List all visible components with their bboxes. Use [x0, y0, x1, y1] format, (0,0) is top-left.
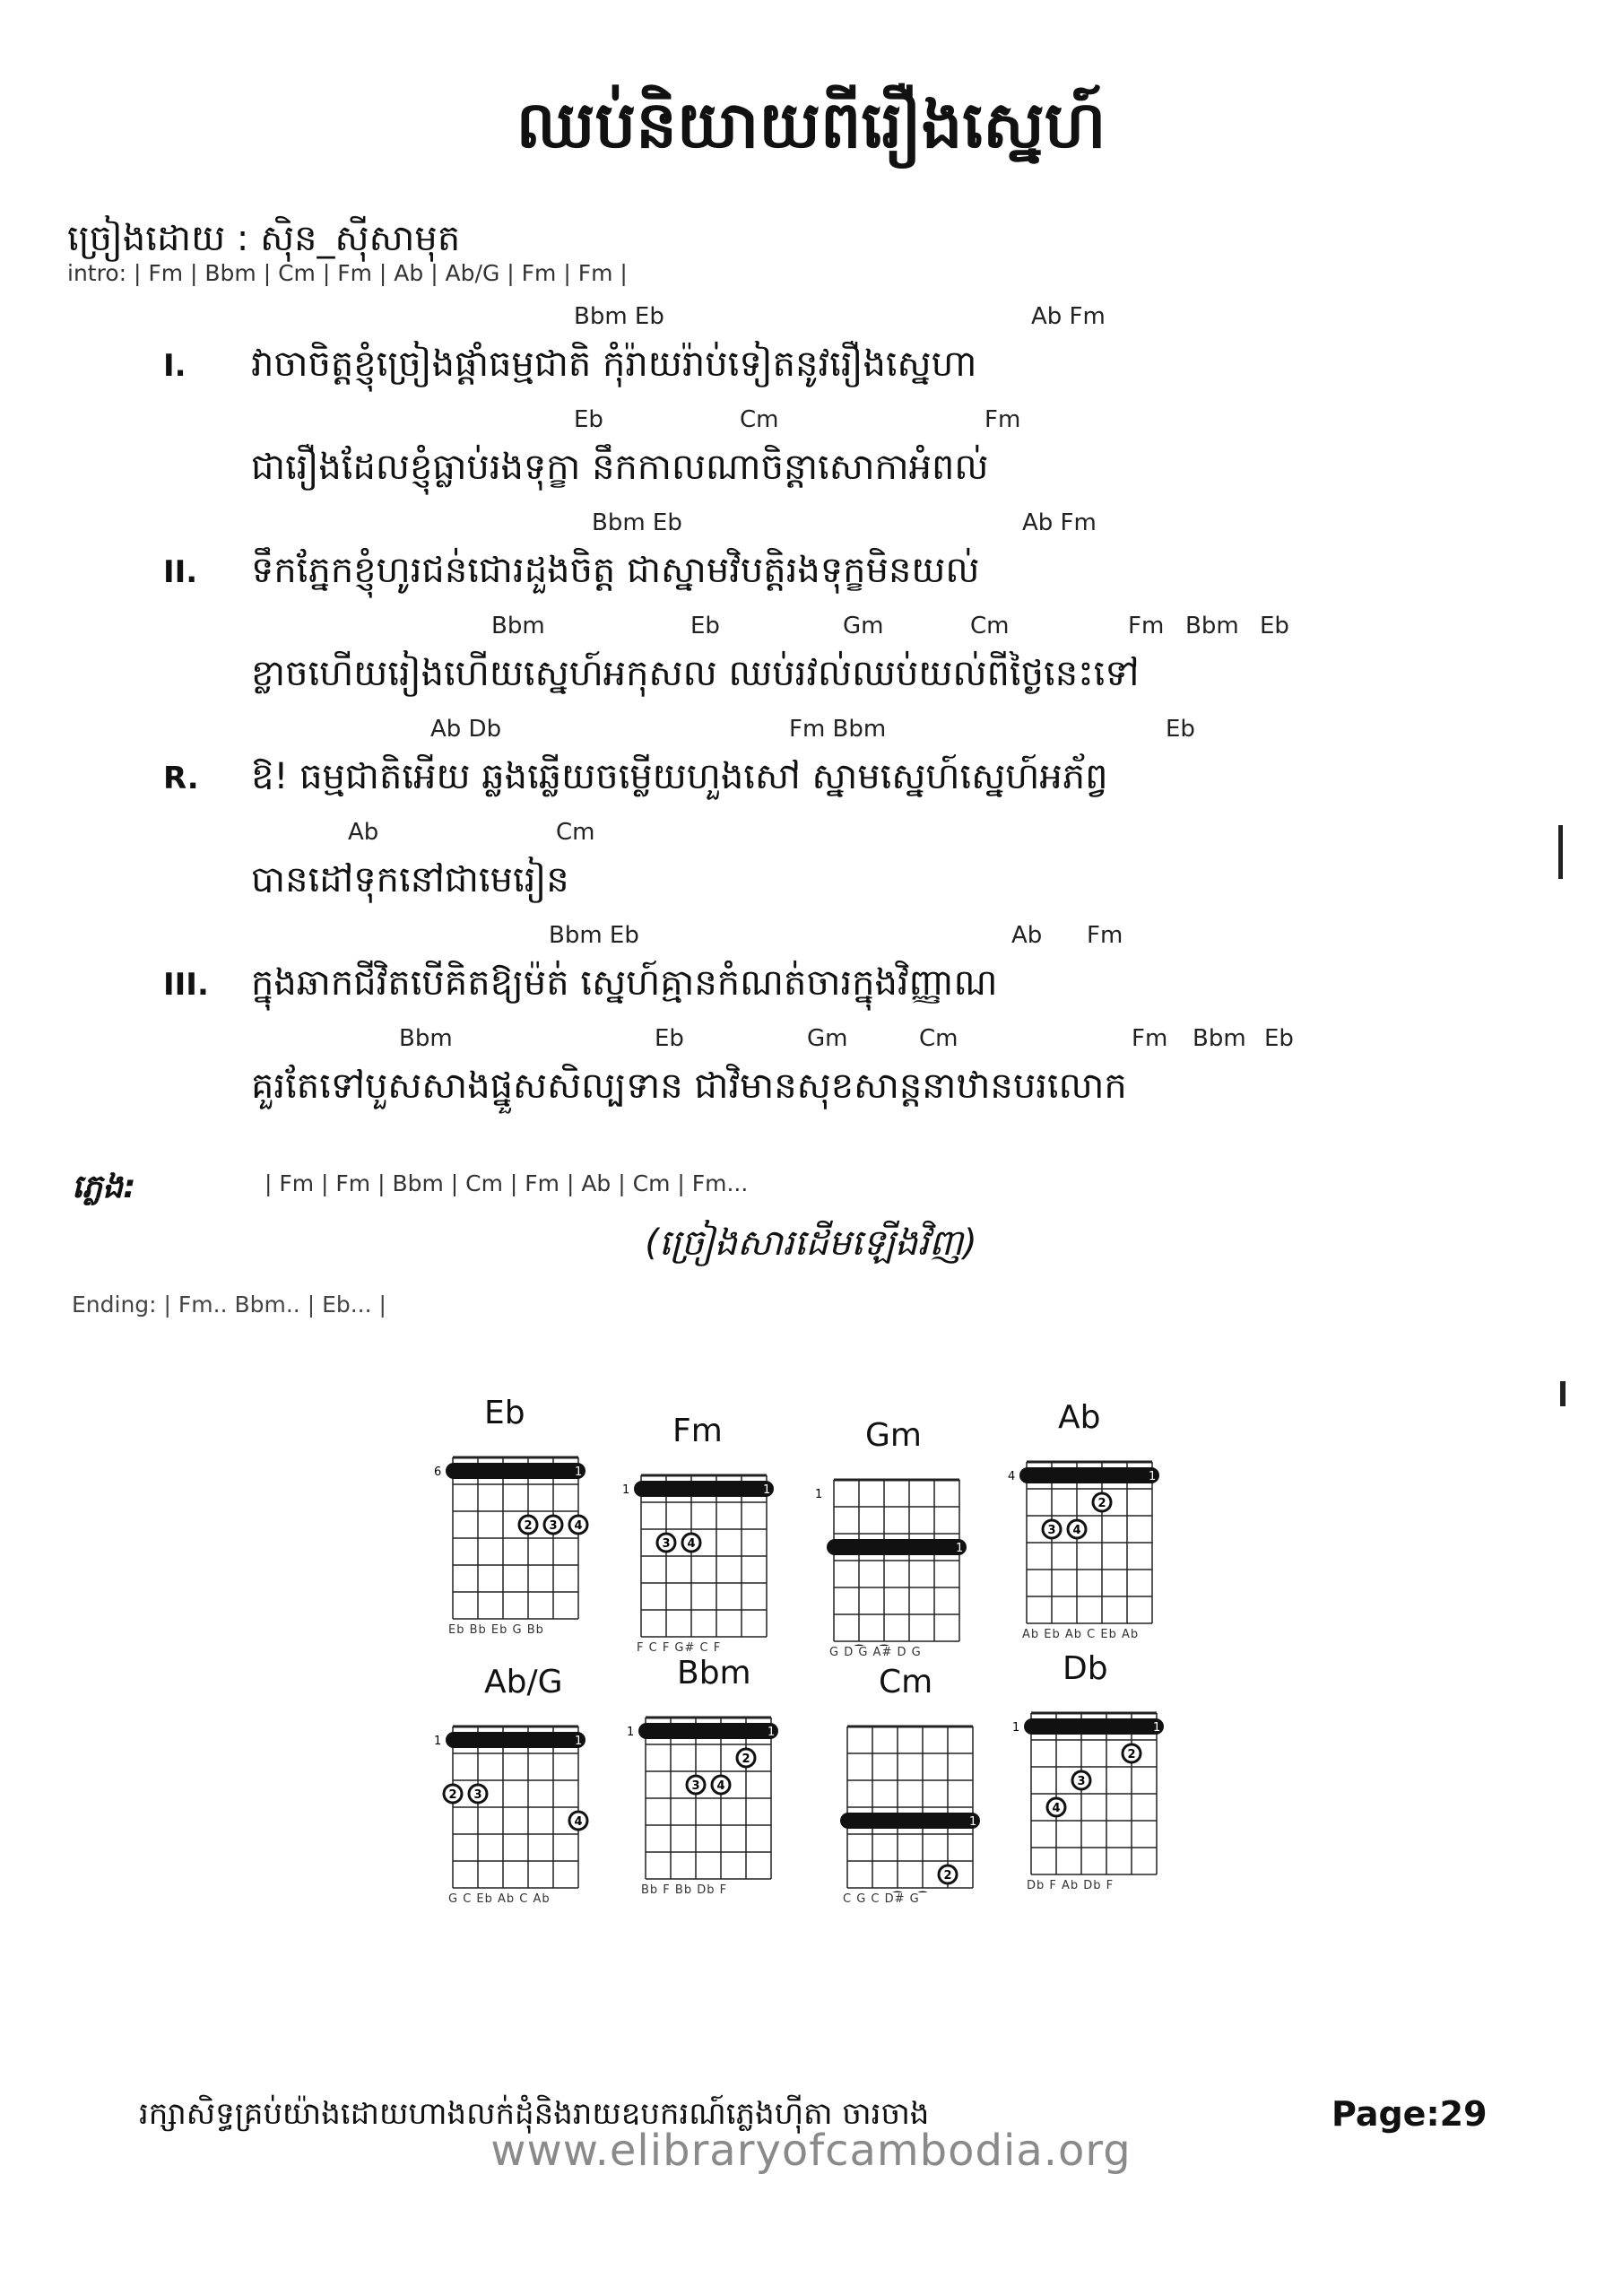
lyric-line: បានដៅទុកនៅជាមេរៀន: [251, 859, 569, 900]
chord-diagram-name: Db: [1063, 1650, 1108, 1687]
barre-bar: [634, 1481, 774, 1497]
section-marker: III.: [163, 967, 209, 1003]
chord-label: Bbm: [1193, 1025, 1246, 1052]
lyric-line: ឱ! ធម្មជាតិអើយ ឆ្លងឆ្លើយចម្លើយហួងសៅ ស្នាមស្នេហ៍ស្នេហ៍អភ័ព្វ: [251, 756, 1108, 797]
chord-label: Ab: [1011, 922, 1043, 949]
barre-bar: [827, 1539, 967, 1555]
section-marker: I.: [163, 348, 186, 384]
finger-number: 4: [1052, 1802, 1061, 1815]
chord-label: Eb: [655, 1025, 684, 1052]
chord-diagram: [619, 1413, 807, 1655]
finger-number: 2: [1127, 1748, 1136, 1761]
barre-bar: [840, 1813, 980, 1829]
chord-diagram: [430, 1395, 619, 1637]
chord-notes: F C F G# C F: [637, 1641, 722, 1655]
fret-number: 1: [815, 1488, 823, 1501]
finger-number: 4: [574, 1815, 583, 1829]
chord-label: Cm: [556, 819, 595, 846]
page-number: Page:29: [1331, 2094, 1488, 2134]
chord-label: Cm: [970, 613, 1010, 639]
chord-label: Bbm: [1185, 613, 1239, 639]
chord-diagram: [825, 1664, 1013, 1906]
chord-label: Gm: [843, 613, 884, 639]
chord-diagram-name: Ab: [1058, 1399, 1101, 1436]
finger-number: 2: [448, 1788, 457, 1802]
finger-number: 2: [524, 1519, 533, 1533]
barre-finger-label: 1: [768, 1726, 776, 1739]
finger-number: 4: [574, 1519, 583, 1533]
fretboard-grid: [811, 1471, 1000, 1646]
barre-finger-label: 1: [575, 1735, 583, 1748]
barre-finger-label: 1: [969, 1815, 977, 1829]
fret-number: 1: [622, 1483, 630, 1497]
lyric-line: ទឹកភ្នែកខ្ញុំហូរជន់ជោរដួងចិត្ត ជាស្នាមវិបត្តិរងទុក្ខមិនយល់: [251, 550, 980, 591]
chord-label: Eb: [690, 613, 720, 639]
reprise-note: (ច្រៀងសារដើមឡើងវិញ): [645, 1222, 977, 1264]
chord-diagram-name: Eb: [484, 1395, 525, 1431]
fretboard-grid: [430, 1448, 619, 1623]
chord-label: Eb: [1166, 716, 1195, 743]
fret-number: 4: [1008, 1470, 1016, 1483]
finger-number: 3: [1047, 1524, 1056, 1537]
intro-line: intro: | Fm | Bbm | Cm | Fm | Ab | Ab/G | Fm | Fm |: [67, 260, 628, 286]
finger-number: 2: [1097, 1497, 1106, 1510]
scan-mark: [1560, 1381, 1566, 1406]
fret-number: 1: [1012, 1721, 1020, 1735]
lyric-line: ក្នុងឆាកជីវិតបើគិតឱ្យម៉ត់ ស្នេហ៍គ្មានកំណត់ចារក្នុងវិញ្ញាណ: [251, 962, 998, 1004]
fretboard-grid: [1009, 1704, 1197, 1879]
fret-number: 6: [434, 1465, 442, 1479]
fretboard-grid: [619, 1466, 807, 1641]
chord-label: Cm: [740, 406, 779, 433]
chord-label: Cm: [919, 1025, 958, 1052]
scan-mark: [1558, 825, 1563, 879]
finger-number: 3: [662, 1537, 671, 1551]
chord-notes: G C Eb Ab C Ab: [448, 1892, 551, 1906]
chord-notes: G D G A# D G: [829, 1646, 922, 1659]
barre-finger-label: 1: [575, 1465, 583, 1479]
chord-diagram-name: Gm: [865, 1417, 922, 1454]
chord-label: Ab Db: [430, 716, 502, 743]
chord-label: Fm: [1087, 922, 1123, 949]
ending-line: Ending: | Fm.. Bbm.. | Eb... |: [72, 1292, 386, 1318]
finger-number: 2: [742, 1752, 750, 1766]
barre-bar: [1019, 1467, 1159, 1483]
chord-label: Bbm: [491, 613, 545, 639]
chord-label: Fm: [1132, 1025, 1168, 1052]
finger-number: 3: [691, 1779, 700, 1793]
fretboard-grid: [623, 1709, 811, 1883]
author-line: ច្រៀងដោយ : ស៊ិន_ស៊ីសាមុត: [67, 218, 461, 259]
fret-number: 1: [434, 1735, 442, 1748]
chord-diagram: [1009, 1650, 1197, 1892]
chord-label: Ab Fm: [1022, 509, 1097, 536]
chord-label: Fm: [984, 406, 1021, 433]
chord-label: Bbm Eb: [574, 303, 664, 330]
chord-diagram-name: Ab/G: [484, 1664, 563, 1700]
chord-diagram: [430, 1664, 619, 1906]
chord-diagram-name: Bbm: [677, 1655, 751, 1692]
chord-diagram: [811, 1417, 1000, 1659]
barre-bar: [1024, 1718, 1164, 1735]
barre-bar: [446, 1463, 585, 1479]
barre-bar: [638, 1723, 778, 1739]
footer-text: រក្សាសិទ្ធគ្រប់យ៉ាងដោយហាងលក់ដុំនិងរាយឧបករណ៍ភ្លេងហ៊ីតា ចារចាង: [139, 2096, 930, 2132]
finger-number: 3: [549, 1519, 558, 1533]
watermark: www.elibraryofcambodia.org: [490, 2126, 1132, 2176]
chord-label: Bbm Eb: [592, 509, 682, 536]
chord-diagram: [623, 1655, 811, 1897]
chord-label: Ab Fm: [1031, 303, 1106, 330]
lyric-line: គួរតែទៅបួសសាងផ្នួសសិល្បទាន ជាវិមានសុខសាន្តនាឋានបរលោក: [251, 1065, 1127, 1107]
chord-notes: C G C D# G: [843, 1892, 920, 1906]
chord-diagram-name: Cm: [879, 1664, 933, 1700]
chord-label: Gm: [807, 1025, 848, 1052]
finger-number: 3: [473, 1788, 482, 1802]
barre-bar: [446, 1732, 585, 1748]
section-marker: II.: [163, 554, 198, 590]
fretboard-grid: [430, 1718, 619, 1892]
chord-label: Bbm Eb: [549, 922, 639, 949]
finger-number: 4: [1072, 1524, 1081, 1537]
chord-notes: Bb F Bb Db F: [641, 1883, 728, 1897]
chord-label: Fm Bbm: [789, 716, 887, 743]
chord-notes: Ab Eb Ab C Eb Ab: [1022, 1628, 1140, 1641]
barre-finger-label: 1: [1153, 1721, 1161, 1735]
chord-notes: Eb Bb Eb G Bb: [448, 1623, 544, 1637]
page-title: ឈប់និយាយពីរឿងស្នេហ៍: [516, 87, 1106, 162]
chord-label: Bbm: [399, 1025, 453, 1052]
solo-progression: | Fm | Fm | Bbm | Cm | Fm | Ab | Cm | Fm...: [265, 1170, 749, 1196]
chord-diagram: [1004, 1399, 1193, 1641]
lyric-line: ជារឿងដែលខ្ញុំធ្លាប់រងទុក្ខា នឹកកាលណាចិន្ដាសោកាអំពល់: [251, 447, 989, 488]
chord-label: Fm: [1128, 613, 1165, 639]
finger-number: 4: [716, 1779, 725, 1793]
barre-finger-label: 1: [1149, 1470, 1157, 1483]
chord-diagram-name: Fm: [672, 1413, 723, 1449]
solo-label: ភ្លេង:: [72, 1169, 136, 1205]
finger-number: 4: [687, 1537, 696, 1551]
chord-label: Ab: [348, 819, 379, 846]
chord-notes: Db F Ab Db F: [1027, 1879, 1115, 1892]
chord-label: Eb: [574, 406, 603, 433]
lyric-line: ខ្លាចហើយរៀងហើយស្នេហ៍អកុសល ឈប់រវល់ឈប់យល់ពីថ្ងៃនេះទៅ: [251, 653, 1140, 694]
finger-number: 2: [943, 1869, 952, 1883]
barre-finger-label: 1: [763, 1483, 771, 1497]
chord-label: Eb: [1264, 1025, 1294, 1052]
fretboard-grid: [825, 1718, 1013, 1892]
fret-number: 1: [627, 1726, 635, 1739]
barre-finger-label: 1: [956, 1542, 964, 1555]
fretboard-grid: [1004, 1453, 1193, 1628]
lyric-line: វាចាចិត្តខ្ញុំច្រៀងផ្ដាំធម្មជាតិ កុំរ៉ាយរ៉ាប់ទៀតនូវរឿងស្នេហា: [251, 344, 977, 385]
chord-label: Eb: [1260, 613, 1289, 639]
finger-number: 3: [1077, 1775, 1086, 1788]
section-marker: R.: [163, 761, 199, 796]
